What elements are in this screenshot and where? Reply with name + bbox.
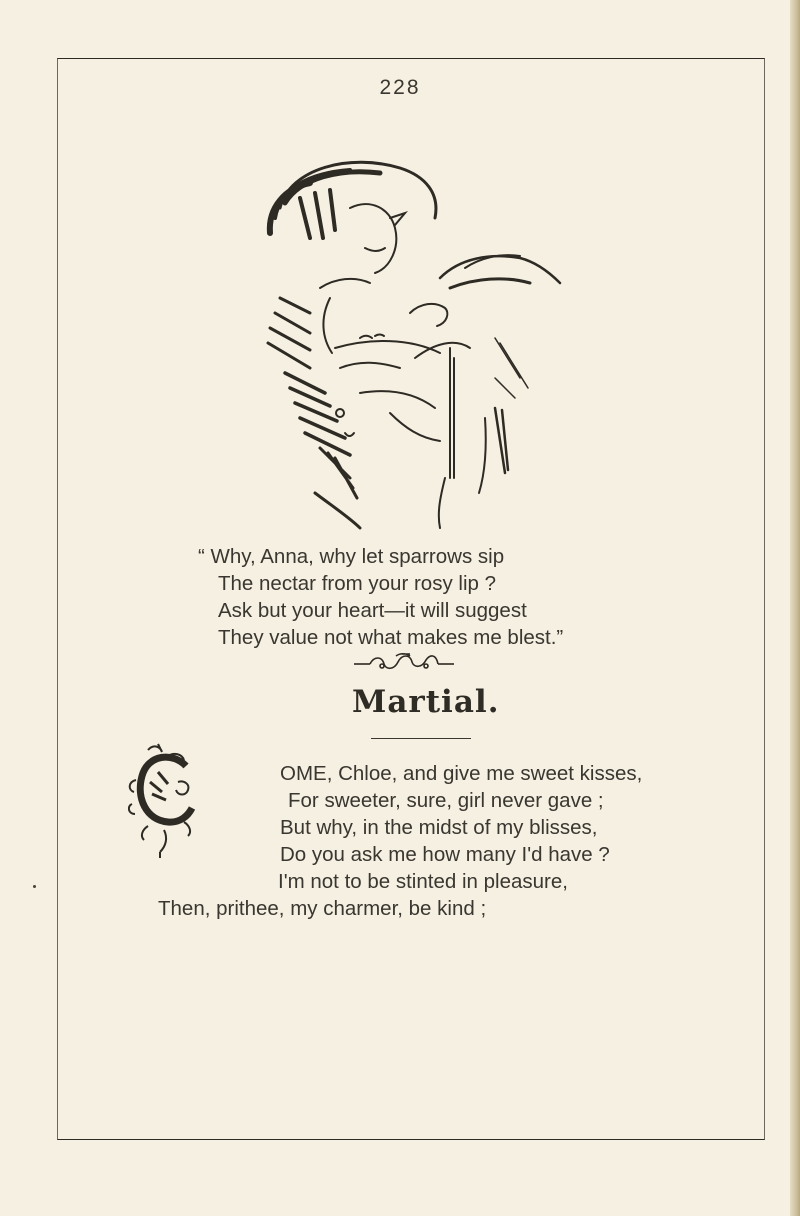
poem-heading: Martial. [352, 684, 500, 720]
decorative-flourish-icon [352, 650, 456, 674]
verse-line: But why, in the midst of my blisses, [280, 816, 598, 839]
verse-line: OME, Chloe, and give me sweet kisses, [280, 762, 643, 785]
verse-line: Then, prithee, my charmer, be kind ; [158, 897, 487, 920]
page-number: 228 [379, 76, 421, 99]
verse-line: They value not what makes me blest.” [218, 626, 564, 649]
poem-sparrows [198, 543, 563, 651]
verse-line: The nectar from your rosy lip ? [218, 572, 496, 595]
heading-rule [371, 738, 471, 739]
verse-line: Ask but your heart—it will suggest [218, 599, 527, 622]
woman-illustration [240, 148, 580, 533]
ink-speck [33, 885, 36, 888]
verse-line: I'm not to be stinted in pleasure, [278, 870, 568, 893]
poem-martial [130, 760, 642, 922]
verse-line: For sweeter, sure, girl never gave ; [288, 789, 604, 812]
verse-line: Do you ask me how many I'd have ? [280, 843, 610, 866]
page-edge [790, 0, 800, 1216]
verse-line: “ Why, Anna, why let sparrows sip [198, 545, 505, 568]
